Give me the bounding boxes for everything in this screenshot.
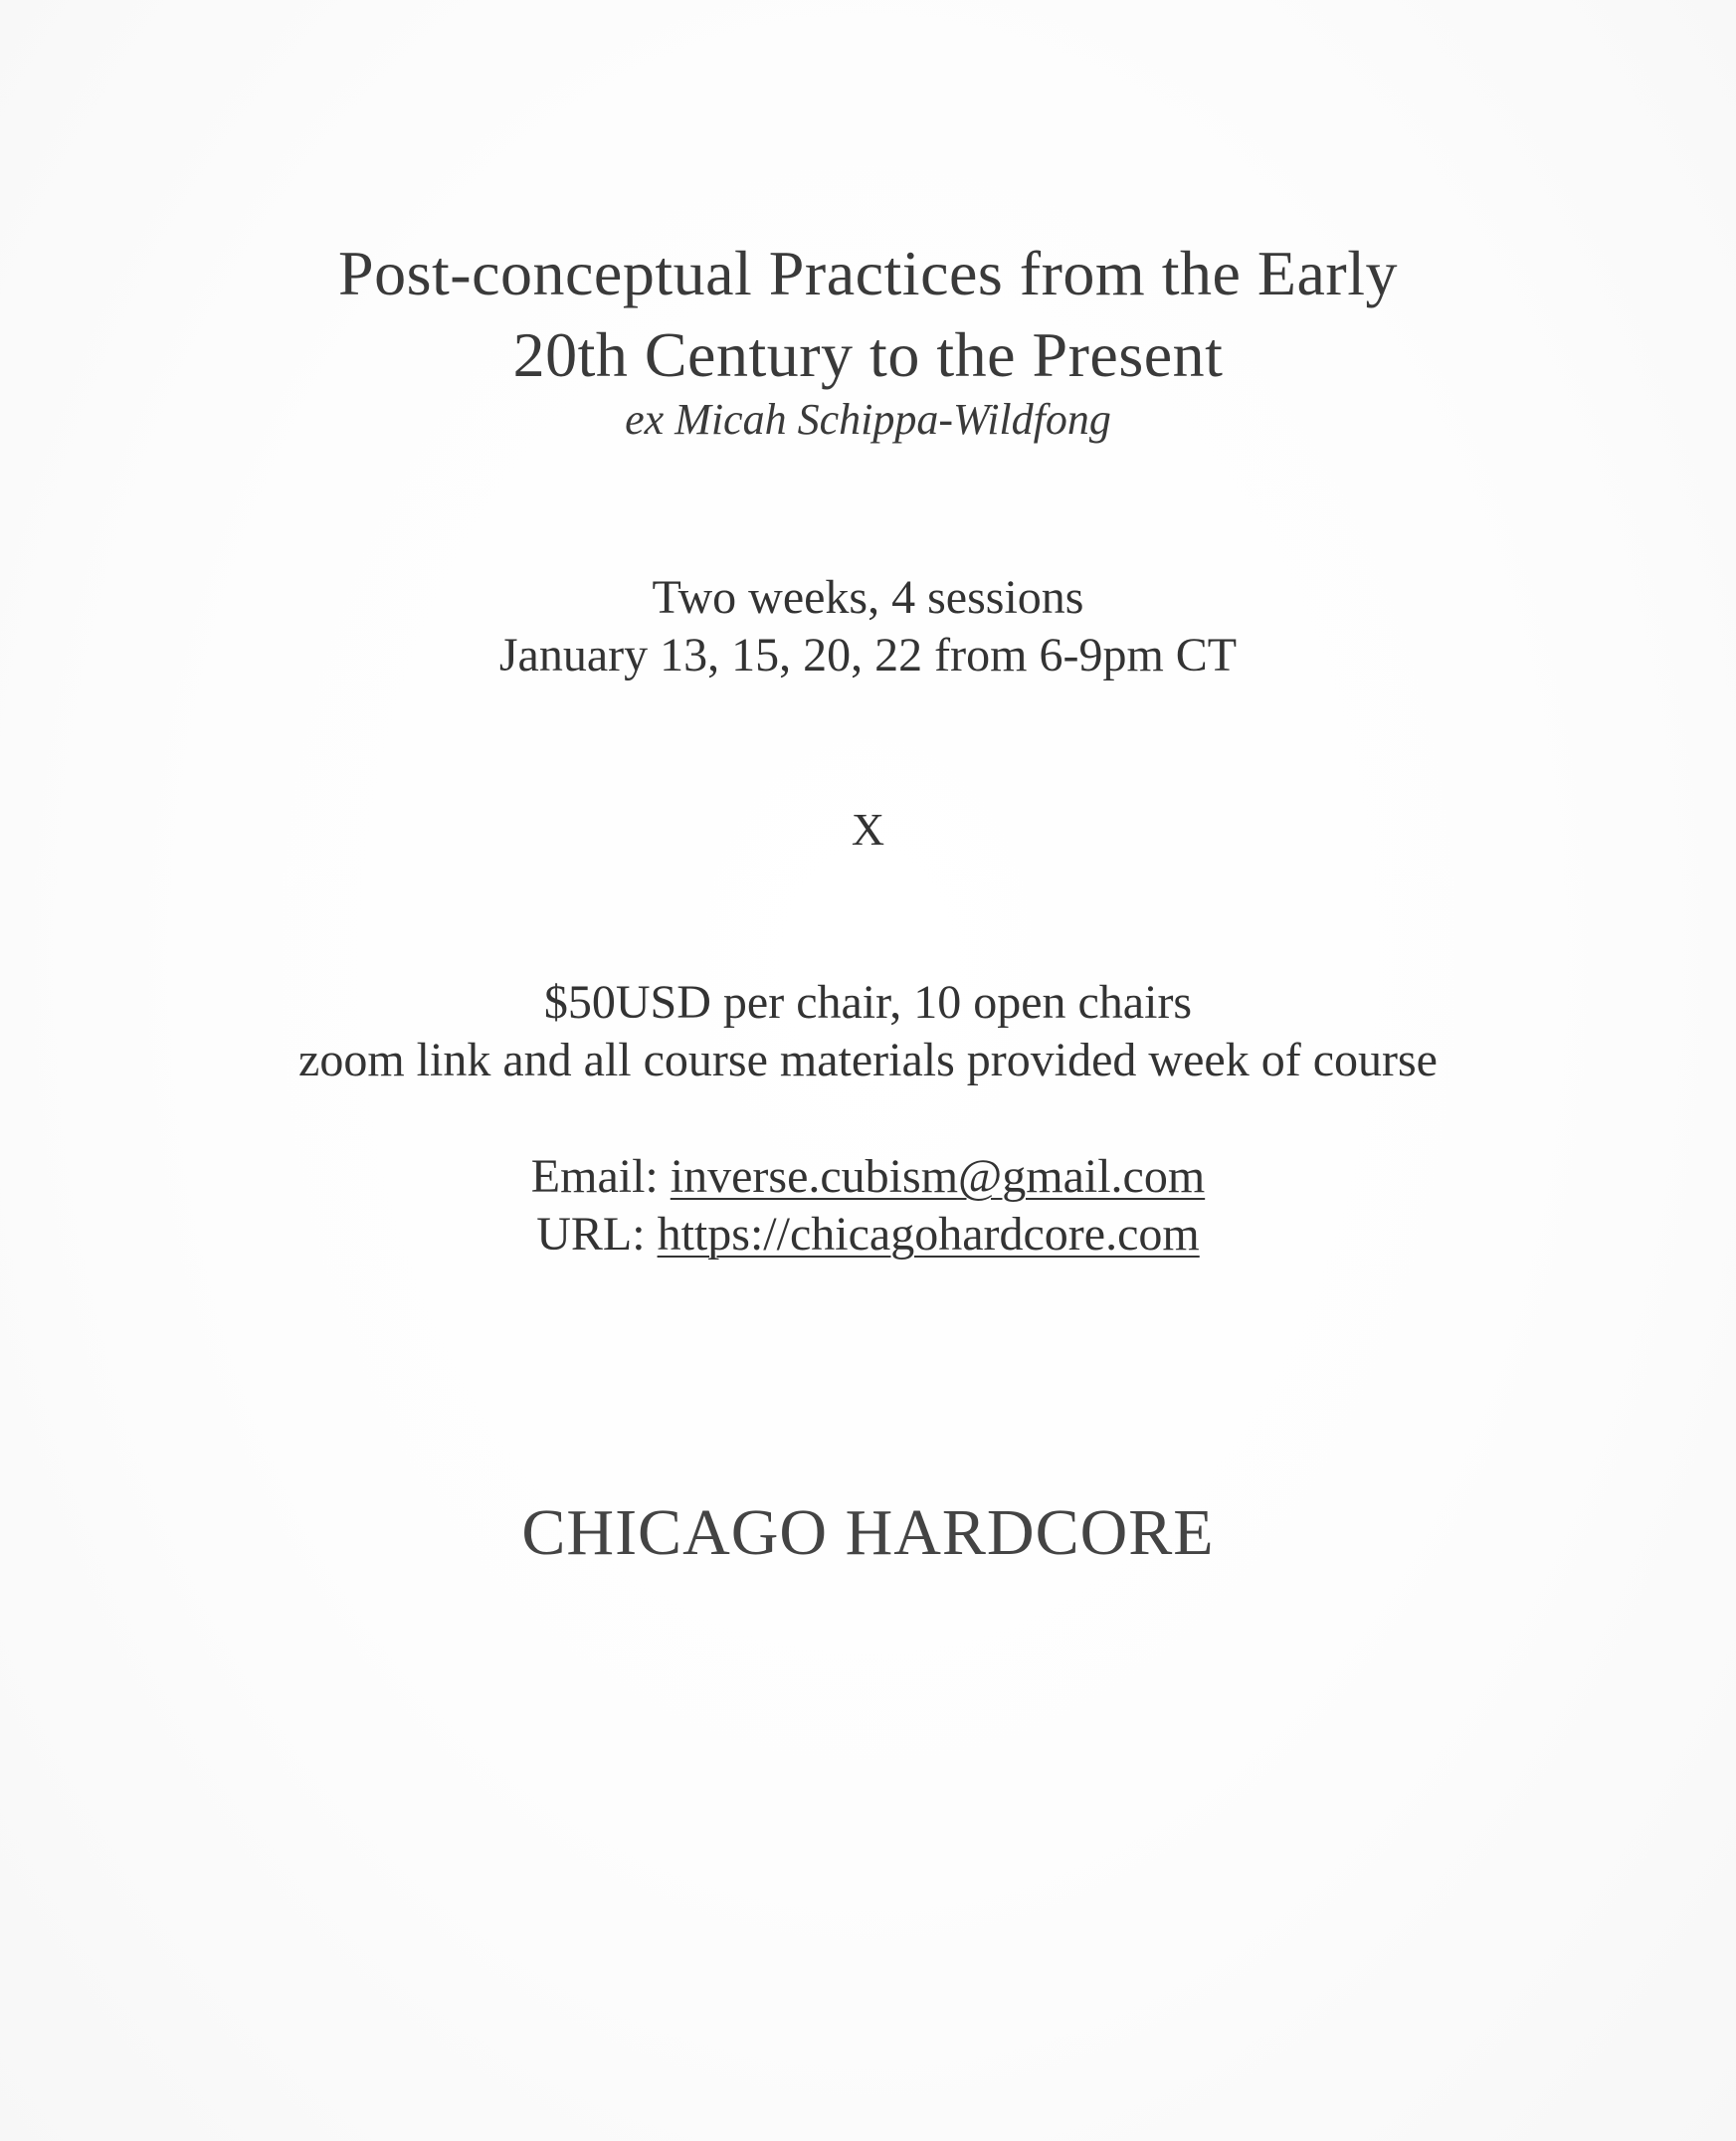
pricing-line: $50USD per chair, 10 open chairs xyxy=(543,976,1193,1029)
schedule-dates: January 13, 15, 20, 22 from 6-9pm CT xyxy=(498,629,1238,681)
url-link[interactable]: https://chicagohardcore.com xyxy=(657,1208,1200,1261)
materials-line: zoom link and all course materials provided week of course xyxy=(298,1034,1438,1086)
separator-mark: X xyxy=(851,804,885,855)
title-line-2: 20th Century to the Present xyxy=(512,319,1224,390)
url-row xyxy=(0,1208,1736,1261)
email-row xyxy=(0,1150,1736,1203)
url-label: URL: xyxy=(536,1208,646,1261)
email-label: Email: xyxy=(530,1150,659,1203)
email-link[interactable]: inverse.cubism@gmail.com xyxy=(670,1150,1206,1203)
title-line-1: Post-conceptual Practices from the Early xyxy=(338,238,1398,308)
brand-name: CHICAGO HARDCORE xyxy=(521,1496,1215,1569)
schedule-summary: Two weeks, 4 sessions xyxy=(652,571,1084,624)
byline: ex Micah Schippa-Wildfong xyxy=(625,395,1111,444)
